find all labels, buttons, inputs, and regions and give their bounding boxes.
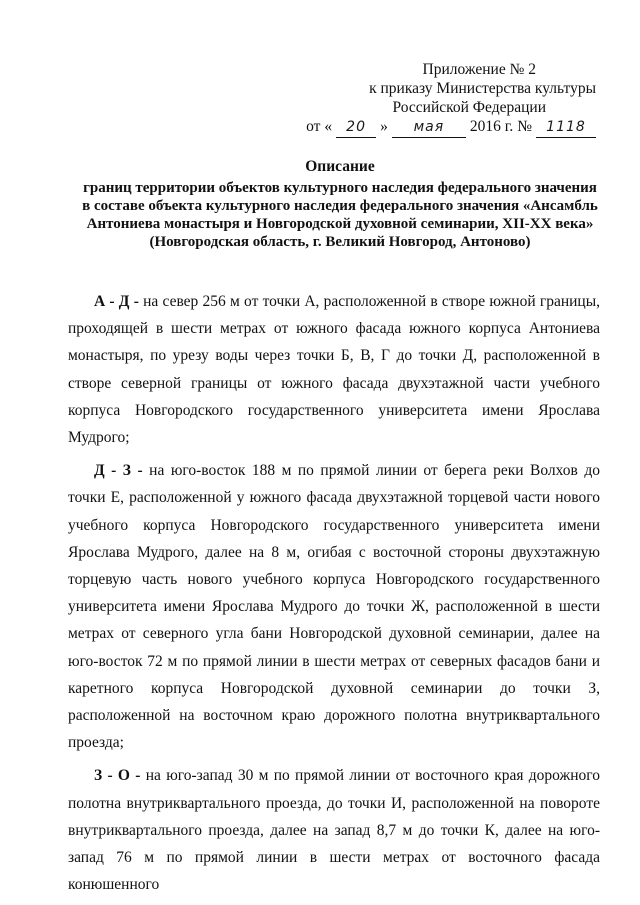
boundary-paragraph bbox=[68, 762, 600, 898]
date-year: 2016 г. bbox=[469, 118, 514, 135]
title-line: Антониева монастыря и Новгородской духовной семинарии, XII-XX века» bbox=[86, 216, 594, 232]
date-mid: » bbox=[380, 118, 388, 135]
order-reference: к приказу Министерства культуры bbox=[369, 80, 596, 97]
title-location: (Новгородская область, г. Великий Новгород, Антоново) bbox=[149, 234, 531, 250]
title-main: Описание bbox=[305, 158, 375, 175]
title-line: границ территории объектов культурного наследия федерального значения bbox=[83, 180, 597, 196]
segment-label: А - Д - bbox=[94, 293, 139, 310]
title-line: в составе объекта культурного наследия федерального значения «Ансамбль bbox=[82, 198, 598, 214]
boundary-paragraph bbox=[68, 457, 600, 756]
segment-text: на юго-восток 188 м по прямой линии от берега реки Волхов до точки Е, расположенной у южного фасада двухэтажной торцевой части нового учебного корпуса Новгородского государственного университета имени Ярослава Мудрого, далее на 8 м, огибая с восточной стороны двухэтажную торцевую часть нового учебного корпуса Новгородского государственного университета имени Ярослава Мудрого до точки Ж, расположенной в шести метрах от северного угла бани Новгородской духовной семинарии, далее на юго-восток 72 м по прямой линии в шести метрах от северных фасадов бани и каретного корпуса Новгородской духовной семинарии до точки З, расположенной на восточном краю дорожного полотна внутриквартального проезда; bbox=[68, 462, 601, 752]
segment-text: на юго-запад 30 м по прямой линии от восточного края дорожного полотна внутриквартального проезда, до точки И, расположенной на повороте внутриквартального проезда, далее на запад 8,7 м до точки К, далее на юго-запад 76 м по прямой линии в шести метрах от восточного фасада конюшенного bbox=[68, 767, 601, 894]
order-date-line bbox=[256, 117, 596, 138]
appendix-number: Приложение № 2 bbox=[422, 61, 536, 78]
number-prefix: № bbox=[517, 118, 532, 135]
date-month: мая bbox=[392, 118, 466, 138]
date-day: 20 bbox=[336, 118, 376, 138]
document-title bbox=[60, 158, 620, 251]
segment-label: З - О - bbox=[94, 767, 141, 785]
document-body bbox=[68, 288, 600, 904]
appendix-header bbox=[256, 60, 596, 138]
boundary-paragraph bbox=[68, 288, 600, 451]
segment-text: на север 256 м от точки А, расположенной в створе южной границы, проходящей в шести метрах от южного фасада южного корпуса Антониева монастыря, по урезу воды через точки Б, В, Г до точки Д, расположенной в створе северной границы от южного фасада двухэтажной части учебного корпуса Новгородского государственного университета имени Ярослава Мудрого; bbox=[68, 293, 601, 447]
order-number: 1118 bbox=[536, 118, 596, 138]
federation-name: Российской Федерации bbox=[392, 99, 546, 116]
segment-label: Д - З - bbox=[94, 462, 143, 480]
date-prefix: от « bbox=[306, 118, 333, 135]
